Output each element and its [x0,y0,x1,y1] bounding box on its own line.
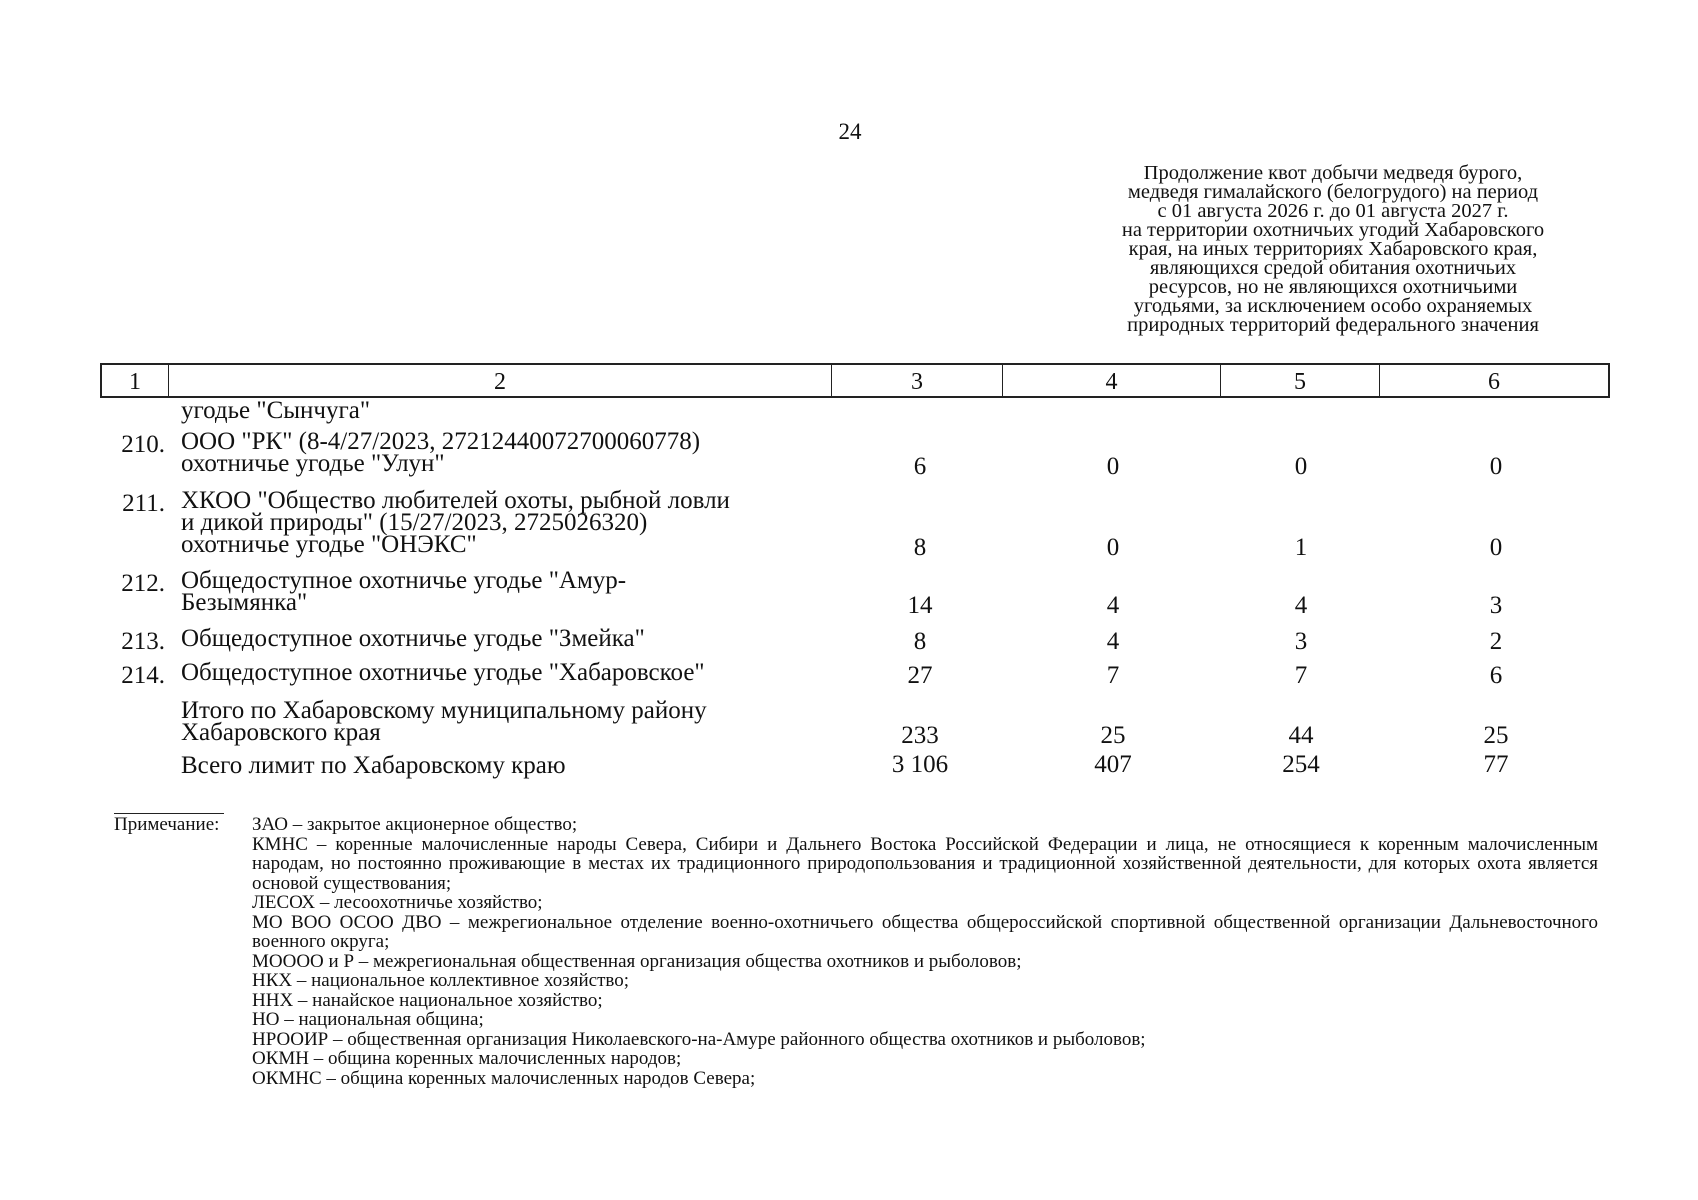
row-number: 212. [121,570,165,597]
cell-col6: 0 [1489,453,1503,480]
heading-line: угодьями, за исключением особо охраняемых [1133,295,1533,317]
row-name-line: охотничье угодье "ОНЭКС" [181,531,477,558]
row-name [181,487,841,558]
cell-col3: 27 [907,662,933,689]
note-entry: ННХ – нанайское национальное хозяйство; [252,989,603,1011]
heading-line: на территории охотничьих угодий Хабаровского [1121,219,1545,241]
row-name [181,428,841,477]
heading-line: природных территорий федерального значения [1127,314,1539,336]
cell-col5: 1 [1294,534,1308,561]
note-entry: МО ВОО ОСОО ДВО – межрегиональное отделение военно-охотничьего общества общероссийской спортивной общественной организации Дальневосточного военного округа; [252,911,1598,952]
cell-col4: 0 [1106,534,1120,561]
notes-list [252,815,1598,1088]
note-entry: ЗАО – закрытое акционерное общество; [252,814,578,835]
note-entry: МОООО и Р – межрегиональная общественная организация общества охотников и рыболовов; [252,950,1022,972]
cell-col4: 4 [1106,592,1120,619]
cell-col3: 8 [913,534,927,561]
column-header-4: 4 [1003,365,1221,396]
column-header-1: 1 [102,365,169,396]
column-header-3: 3 [832,365,1003,396]
row-name-line: Всего лимит по Хабаровскому краю [181,752,566,779]
cell-col3: 3 106 [891,751,949,778]
cell-col4: 0 [1106,453,1120,480]
note-entry: НРООИР – общественная организация Николаевского-на-Амуре районного общества охотников и рыболовов; [252,1028,1146,1050]
note-entry: КМНС – коренные малочисленные народы Севера, Сибири и Дальнего Востока Российской Федерации и лица, не относящиеся к коренным малочисленным народам, но постоянно проживающие в местах их традиционного природопользования и традиционной хозяйственной деятельности, для которых охота является основой существования; [252,833,1598,894]
row-name-line: ООО "РК" (8-4/27/2023, 27212440072700060778) [181,428,701,455]
row-name-line: Общедоступное охотничье угодье "Амур- [181,567,627,594]
row-name-line: Общедоступное охотничье угодье "Хабаровское" [181,659,705,686]
row-name [181,567,841,616]
row-name-line: Безымянка" [181,589,308,616]
table-header-row [100,363,1610,398]
note-entry: ЛЕСОХ – лесоохотничье хозяйство; [252,892,543,913]
cell-col6: 2 [1489,628,1503,655]
row-name-line: Общедоступное охотничье угодье "Змейка" [181,625,645,652]
row-name-line: Итого по Хабаровскому муниципальному району [181,697,707,724]
document-heading [1068,164,1598,335]
row-number: 213. [121,628,165,655]
cell-col4: 4 [1106,628,1120,655]
cell-col6: 0 [1489,534,1503,561]
page-number: 24 [838,119,862,144]
cell-col5: 254 [1282,751,1320,778]
cell-col5: 7 [1294,662,1308,689]
note-entry: НКХ – национальное коллективное хозяйство; [252,970,630,991]
column-header-5: 5 [1221,365,1380,396]
cell-col5: 3 [1294,628,1308,655]
row-number: 210. [121,431,165,458]
row-name-line: охотничье угодье "Улун" [181,450,445,477]
row-name [181,625,841,652]
note-entry: НО – национальная община; [252,1009,484,1030]
row-name-line: Хабаровского края [181,719,381,746]
heading-line: края, на иных территориях Хабаровского края, [1128,238,1538,260]
cell-col5: 4 [1294,592,1308,619]
note-entry: ОКМН – община коренных малочисленных народов; [252,1048,682,1069]
cell-col4: 7 [1106,662,1120,689]
heading-line: медведя гималайского (белогрудого) на период [1127,181,1539,203]
row-name [181,697,841,746]
cell-col6: 6 [1489,662,1503,689]
heading-line: являющихся средой обитания охотничьих [1149,257,1517,279]
cell-col6: 77 [1483,751,1509,778]
cell-col3: 233 [901,722,939,749]
cell-col6: 3 [1489,592,1503,619]
heading-line: ресурсов, но не являющихся охотничьими [1148,276,1518,298]
cell-col3: 6 [913,453,927,480]
row-number: 211. [122,490,165,517]
row-name [181,397,841,424]
note-entry: ОКМНС – община коренных малочисленных народов Севера; [252,1067,756,1089]
row-number: 214. [121,662,165,689]
heading-line: Продолжение квот добычи медведя бурого, [1143,162,1523,184]
column-header-6: 6 [1488,369,1500,395]
cell-col4: 25 [1100,722,1126,749]
row-name-line: и дикой природы" (15/27/2023, 2725026320) [181,509,648,536]
heading-line: с 01 августа 2026 г. до 01 августа 2027 г. [1157,200,1509,222]
cell-col4: 407 [1094,751,1132,778]
row-name [181,752,841,779]
row-name-line: угодье "Сынчуга" [181,397,371,424]
row-name-line: ХКОО "Общество любителей охоты, рыбной ловли [181,487,730,514]
cell-col3: 8 [913,628,927,655]
notes-label: Примечание: [114,814,220,835]
column-header-2: 2 [169,365,832,396]
cell-col5: 0 [1294,453,1308,480]
cell-col3: 14 [907,592,933,619]
cell-col6: 25 [1483,722,1509,749]
row-name [181,659,841,686]
cell-col5: 44 [1288,722,1314,749]
